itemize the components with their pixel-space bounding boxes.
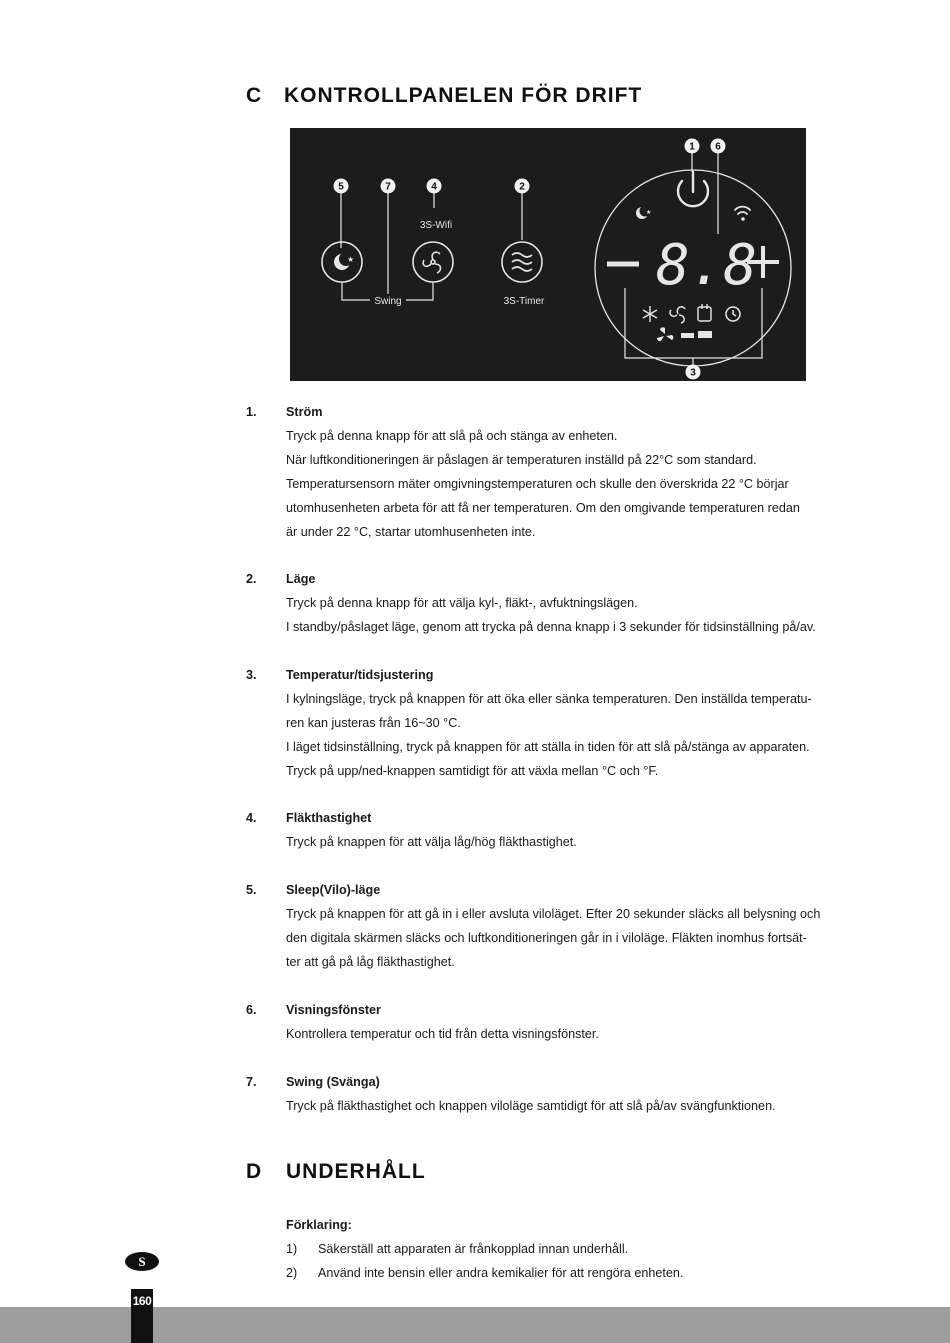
section-d-heading bbox=[246, 1160, 426, 1184]
item-line: ren kan justeras från 16~30 °C. bbox=[286, 716, 461, 730]
sleep-indicator-icon bbox=[636, 206, 651, 220]
item-line: Kontrollera temperatur och tid från detta visningsfönster. bbox=[286, 1027, 599, 1041]
item-fan-speed bbox=[246, 806, 886, 854]
callout-4 bbox=[427, 179, 442, 194]
display-digits: 8.8 bbox=[656, 233, 758, 298]
item-line: När luftkonditioneringen är påslagen är temperaturen inställd på 22°C som standard. bbox=[286, 453, 757, 467]
item-title: Ström bbox=[286, 405, 323, 419]
snowflake-icon bbox=[643, 306, 657, 322]
svg-text:★: ★ bbox=[347, 255, 355, 264]
item-line: är under 22 °C, startar utomhusenheten inte. bbox=[286, 525, 536, 539]
item-title: Swing (Svänga) bbox=[286, 1075, 380, 1089]
section-d-letter: D bbox=[246, 1160, 263, 1183]
item-title: Sleep(Vilo)-läge bbox=[286, 883, 381, 897]
item-line: den digitala skärmen släcks och luftkonditioneringen går in i viloläge. Fläkten inomhus fortsät- bbox=[286, 931, 807, 945]
item-line: Tryck på denna knapp för att slå på och stänga av enheten. bbox=[286, 429, 618, 443]
item-line: Tryck på knappen för att gå in i eller avsluta viloläget. Efter 20 sekunder släcks all belysning och bbox=[286, 907, 821, 921]
section-c-letter: C bbox=[246, 84, 263, 107]
item-number: 4. bbox=[246, 811, 257, 825]
item-line: Temperatursensorn mäter omgivningstemperaturen och skulle den överskrida 22 °C börjar bbox=[286, 477, 789, 491]
svg-text:6: 6 bbox=[715, 141, 721, 153]
item-swing bbox=[246, 1070, 886, 1118]
wifi-dot-icon bbox=[741, 217, 745, 221]
callout-6 bbox=[711, 139, 726, 154]
item-title: Läge bbox=[286, 572, 316, 586]
power-icon bbox=[678, 172, 708, 206]
section-c-title: KONTROLLPANELEN FÖR DRIFT bbox=[284, 84, 643, 107]
dehumidify-icon bbox=[698, 304, 711, 321]
row-number: 1) bbox=[286, 1242, 298, 1256]
svg-text:1: 1 bbox=[689, 141, 695, 153]
item-display bbox=[246, 998, 886, 1046]
timer-label: 3S-Timer bbox=[503, 296, 545, 307]
swing-label: Swing bbox=[374, 296, 402, 307]
row-text: Använd inte bensin eller andra kemikalier för att rengöra enheten. bbox=[318, 1266, 684, 1280]
section-d-title: UNDERHÅLL bbox=[286, 1160, 426, 1183]
item-line: Tryck på upp/ned-knappen samtidigt för att växla mellan °C och °F. bbox=[286, 764, 659, 778]
wifi-icon bbox=[735, 207, 750, 214]
item-line: I standby/påslaget läge, genom att trycka på denna knapp i 3 sekunder för tidsinställning på/av. bbox=[286, 620, 816, 634]
svg-text:4: 4 bbox=[431, 181, 437, 193]
item-temperature bbox=[246, 663, 886, 783]
language-badge: S bbox=[125, 1252, 159, 1271]
maintenance-row bbox=[286, 1237, 886, 1261]
item-number: 3. bbox=[246, 668, 257, 682]
fan-speed-icon bbox=[657, 327, 712, 341]
callout-5 bbox=[334, 179, 349, 194]
section-c-heading bbox=[246, 84, 642, 108]
item-line: Tryck på fläkthastighet och knappen viloläge samtidigt för att slå på/av svängfunktionen. bbox=[286, 1099, 776, 1113]
page-number: 160 bbox=[132, 1294, 152, 1308]
maintenance-row bbox=[286, 1261, 886, 1285]
wave-icon bbox=[512, 253, 532, 271]
sleep-icon bbox=[334, 252, 354, 270]
item-line: I kylningsläge, tryck på knappen för att öka eller sänka temperaturen. Den inställda temperatu- bbox=[286, 692, 812, 706]
svg-text:★: ★ bbox=[646, 210, 652, 216]
svg-text:3: 3 bbox=[690, 367, 696, 379]
item-sleep bbox=[246, 878, 886, 974]
item-title: Temperatur/tidsjustering bbox=[286, 668, 434, 682]
item-line: utomhusenheten arbeta för att få ner temperaturen. Om den omgivande temperaturen redan bbox=[286, 501, 800, 515]
item-number: 7. bbox=[246, 1075, 257, 1089]
item-line: ter att gå på låg fläkthastighet. bbox=[286, 955, 455, 969]
item-number: 1. bbox=[246, 405, 257, 419]
wifi-label: 3S-Wifi bbox=[419, 220, 453, 231]
callout-7 bbox=[381, 179, 396, 194]
item-mode bbox=[246, 567, 886, 639]
maintenance-notes bbox=[286, 1213, 886, 1285]
callout-1 bbox=[685, 139, 700, 154]
callout-3 bbox=[686, 365, 701, 380]
row-number: 2) bbox=[286, 1266, 298, 1280]
callout-2 bbox=[515, 179, 530, 194]
item-number: 6. bbox=[246, 1003, 257, 1017]
fan-speed-button bbox=[413, 242, 453, 282]
item-line: Tryck på knappen för att välja låg/hög fläkthastighet. bbox=[286, 835, 577, 849]
item-line: I läget tidsinställning, tryck på knappen för att ställa in tiden för att slå på/stänga av apparaten. bbox=[286, 740, 810, 754]
item-number: 2. bbox=[246, 572, 257, 586]
control-panel-diagram bbox=[290, 128, 806, 381]
item-power bbox=[246, 400, 886, 544]
item-line: Tryck på denna knapp för att välja kyl-, fläkt-, avfuktningslägen. bbox=[286, 596, 638, 610]
item-title: Fläkthastighet bbox=[286, 811, 372, 825]
timer-icon bbox=[726, 307, 740, 321]
status-fan-icon bbox=[670, 307, 685, 323]
item-title: Visningsfönster bbox=[286, 1003, 381, 1017]
item-number: 5. bbox=[246, 883, 257, 897]
maintenance-label: Förklaring: bbox=[286, 1218, 352, 1232]
svg-text:5: 5 bbox=[338, 181, 344, 193]
fan-icon bbox=[423, 252, 440, 273]
svg-text:2: 2 bbox=[519, 181, 525, 193]
row-text: Säkerställ att apparaten är frånkopplad innan underhåll. bbox=[318, 1242, 629, 1256]
svg-text:7: 7 bbox=[385, 181, 391, 193]
